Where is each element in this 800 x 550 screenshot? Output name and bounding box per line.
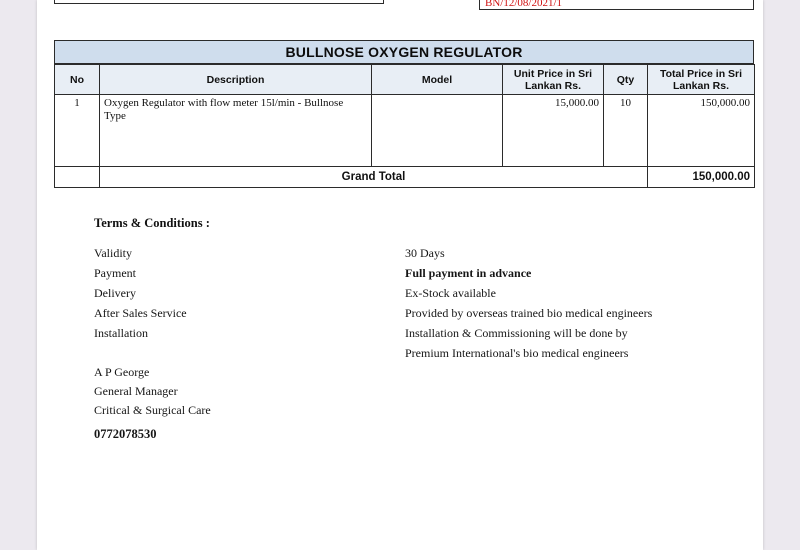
header-boxes	[54, 0, 754, 9]
term-row-delivery	[94, 286, 714, 306]
cell-model	[372, 95, 503, 167]
term-value: 30 Days	[405, 246, 445, 260]
term-value: Provided by overseas trained bio medical engineers	[405, 306, 653, 320]
term-key: Installation	[94, 326, 148, 340]
term-row-after-sales-service	[94, 306, 714, 326]
header-total-price: Total Price in Sri Lankan Rs.	[648, 65, 755, 95]
terms-title: Terms & Conditions :	[94, 216, 210, 230]
term-row-installation	[94, 326, 714, 360]
header-unit-price: Unit Price in Sri Lankan Rs.	[503, 65, 604, 95]
header-model: Model	[372, 65, 503, 95]
header-description: Description	[100, 65, 372, 95]
grand-total-value: 150,000.00	[648, 167, 755, 188]
cell-unit-price: 15,000.00	[503, 95, 604, 167]
cell-description: Oxygen Regulator with flow meter 15l/min - Bullnose Type	[100, 95, 372, 167]
term-row-validity	[94, 246, 714, 266]
signoff-name: A P George	[94, 365, 150, 379]
signoff-phone: 0772078530	[94, 427, 157, 441]
cell-total-price: 150,000.00	[648, 95, 755, 167]
term-value: Installation & Commissioning will be done by	[405, 326, 628, 340]
term-key: Delivery	[94, 286, 136, 300]
term-row-payment	[94, 266, 714, 286]
term-value-line2: Premium International's bio medical engineers	[405, 346, 629, 360]
signoff-title: General Manager	[94, 384, 178, 398]
grand-total-spacer	[55, 167, 100, 188]
terms-list	[94, 246, 714, 360]
header-qty: Qty	[604, 65, 648, 95]
term-key: After Sales Service	[94, 306, 187, 320]
term-key: Payment	[94, 266, 136, 280]
address-text	[61, 0, 181, 1]
grand-total-row	[55, 167, 755, 188]
grand-total-label: Grand Total	[100, 167, 648, 188]
table-row	[55, 95, 755, 167]
signoff-block	[94, 363, 211, 444]
items-table	[54, 64, 755, 188]
your-reference-value: BN/12/08/2021/1	[479, 0, 754, 10]
term-value: Ex-Stock available	[405, 286, 496, 300]
table-header-row	[55, 65, 755, 95]
address-box	[54, 0, 384, 4]
header-no: No	[55, 65, 100, 95]
cell-qty: 10	[604, 95, 648, 167]
document-title: BULLNOSE OXYGEN REGULATOR	[54, 40, 754, 64]
cell-no: 1	[55, 95, 100, 167]
term-key: Validity	[94, 246, 132, 260]
signoff-department: Critical & Surgical Care	[94, 403, 211, 417]
term-value: Full payment in advance	[405, 266, 532, 280]
document-page	[37, 0, 763, 550]
